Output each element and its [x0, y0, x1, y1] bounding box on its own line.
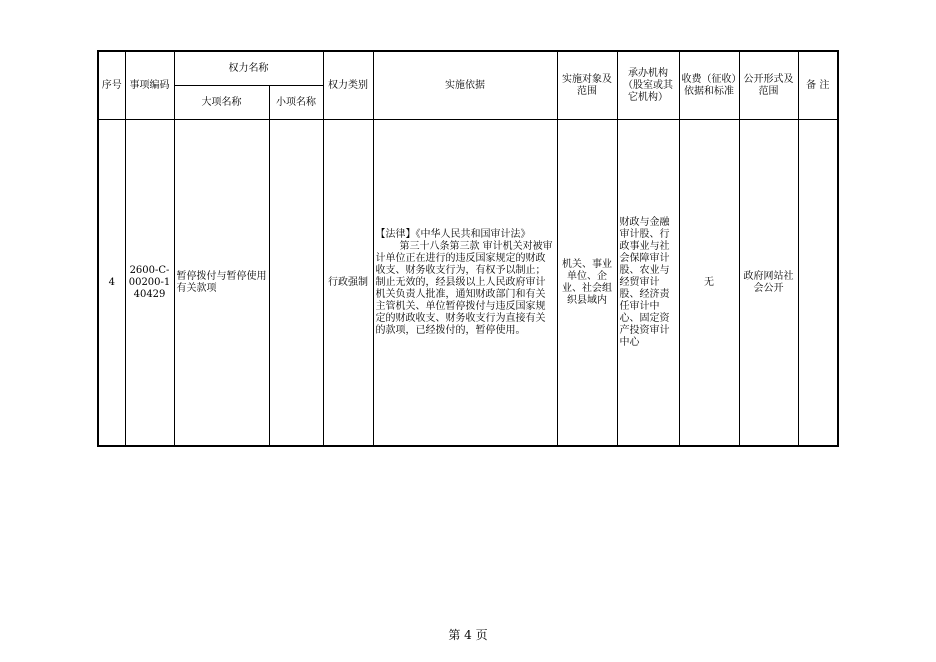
cell-major-name: 暂停拨付与暂停使用有关款项 [174, 120, 269, 447]
cell-public: 政府网站社会公开 [739, 120, 798, 447]
cell-seq: 4 [98, 120, 125, 447]
cell-target: 机关、事业单位、企业、社会组织县域内 [557, 120, 617, 447]
basis-body: 第三十八条第三款 审计机关对被审计单位正在进行的违反国家规定的财政收支、财务收支行为，有权予以制止；制止无效的，经县级以上人民政府审计机关负责人批准，通知财政部门和有关主管机关、单位暂停拨付与违反国家规定的财政收支、财务收支行为直接有关的款项，已经拨付的，暂停使用。 [375, 240, 553, 336]
header-fee: 收费（征收）依据和标准 [679, 51, 739, 120]
header-org: 承办机构（股室或其它机构） [617, 51, 679, 120]
header-target: 实施对象及范围 [557, 51, 617, 120]
table-row [98, 120, 838, 447]
header-basis: 实施依据 [373, 51, 557, 120]
cell-basis [373, 120, 557, 447]
header-public: 公开形式及范围 [739, 51, 798, 120]
header-power-name: 权力名称 [174, 51, 323, 86]
header-code: 事项编码 [125, 51, 174, 120]
header-seq: 序号 [98, 51, 125, 120]
cell-note [798, 120, 838, 447]
page-number: 第 4 页 [448, 628, 488, 642]
header-category: 权力类别 [323, 51, 373, 120]
header-minor-name: 小项名称 [269, 86, 323, 120]
cell-category: 行政强制 [323, 120, 373, 447]
cell-fee: 无 [679, 120, 739, 447]
power-list-table [97, 50, 839, 447]
basis-title: 【法律】《中华人民共和国审计法》 [375, 228, 531, 240]
cell-code: 2600-C-00200-140429 [125, 120, 174, 447]
header-major-name: 大项名称 [174, 86, 269, 120]
cell-minor-name [269, 120, 323, 447]
cell-org: 财政与金融审计股、行政事业与社会保障审计股、农业与经贸审计股、经济责任审计中心、固定资产投资审计中心 [617, 120, 679, 447]
header-note: 备 注 [798, 51, 838, 120]
